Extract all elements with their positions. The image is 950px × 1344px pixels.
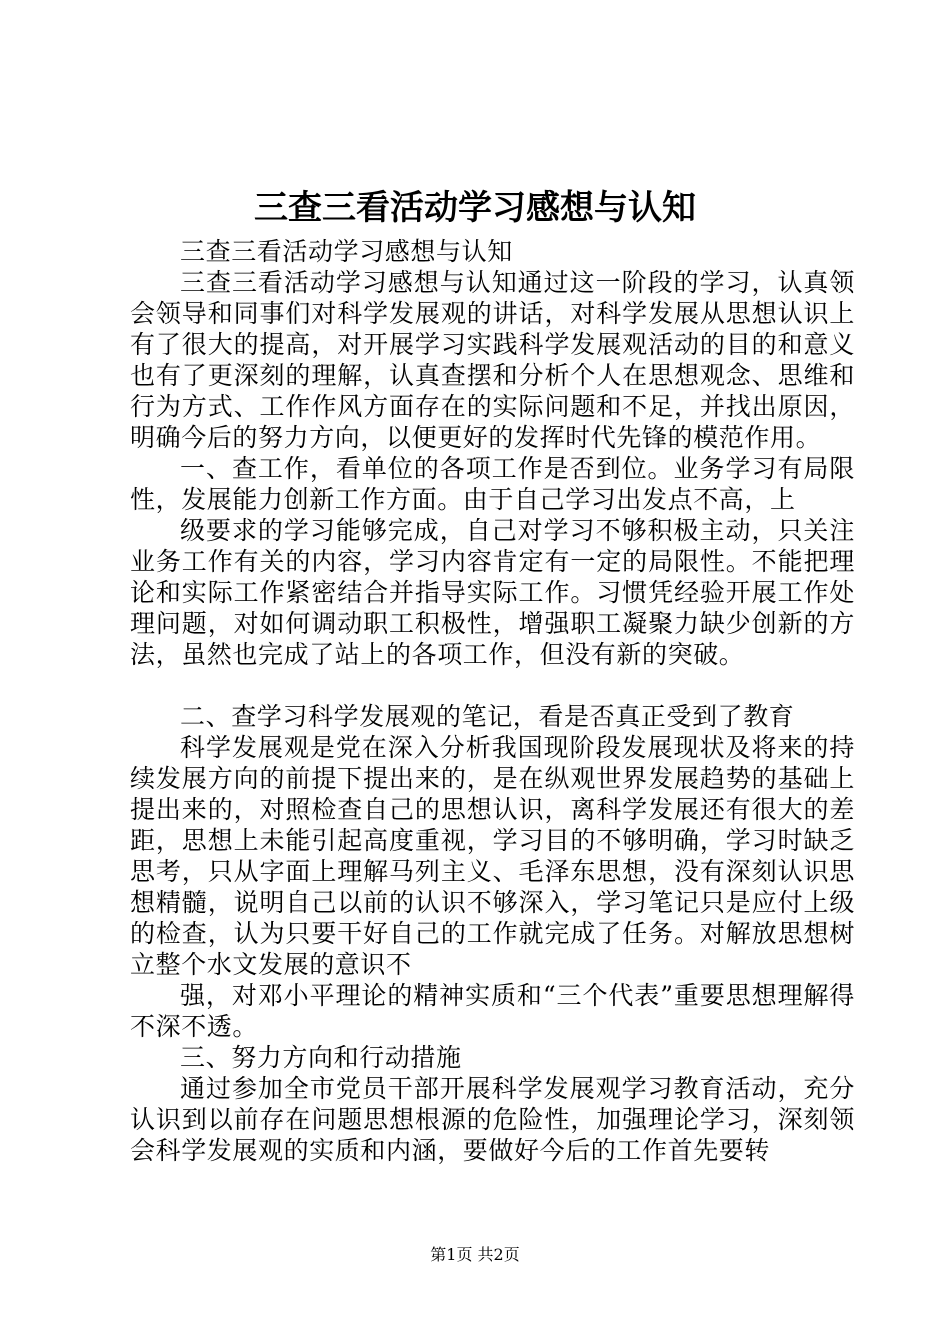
paragraph-section-three-heading: 三、努力方向和行动措施	[180, 1043, 462, 1072]
paragraph-section-three-body: 通过参加全市党员干部开展科学发展观学习教育活动，充分认识到以前存在问题思想根源的危险性，加强理论学习，深刻领会科学发展观的实质和内涵，要做好今后的工作首先要转	[130, 1074, 855, 1165]
paragraph-subtitle: 三查三看活动学习感想与认知	[180, 237, 513, 266]
paragraph-section-one: 一、查工作，看单位的各项工作是否到位。业务学习有局限性，发展能力创新工作方面。由于自己学习出发点不高，上	[130, 454, 855, 514]
paragraph-section-one-continued: 级要求的学习能够完成，自己对学习不够积极主动，只关注业务工作有关的内容，学习内容肯定有一定的局限性。不能把理论和实际工作紧密结合并指导实际工作。习惯凭经验开展工作处理问题，对如何调动职工积极性，增强职工凝聚力缺少创新的方法，虽然也完成了站上的各项工作，但没有新的突破。	[130, 516, 855, 669]
paragraph-section-two-body: 科学发展观是党在深入分析我国现阶段发展现状及将来的持续发展方向的前提下提出来的，是在纵观世界发展趋势的基础上提出来的，对照检查自己的思想认识，离科学发展还有很大的差距，思想上未能引起高度重视，学习目的不够明确，学习时缺乏思考，只从字面上理解马列主义、毛泽东思想，没有深刻认识思想精髓，说明自己以前的认识不够深入，学习笔记只是应付上级的检查，认为只要干好自己的工作就完成了任务。对解放思想树立整个水文发展的意识不	[130, 733, 855, 979]
paragraph-section-two-continued: 强，对邓小平理论的精神实质和“三个代表”重要思想理解得不深不透。	[130, 981, 855, 1041]
paragraph-section-two-heading: 二、查学习科学发展观的笔记，看是否真正受到了教育	[180, 702, 795, 731]
page-title: 三查三看活动学习感想与认知	[254, 188, 696, 228]
document-body	[130, 236, 855, 1166]
paragraph-intro: 三查三看活动学习感想与认知通过这一阶段的学习，认真领会领导和同事们对科学发展观的讲话，对科学发展从思想认识上有了很大的提高，对开展学习实践科学发展观活动的目的和意义也有了更深刻的理解，认真查摆和分析个人在思想观念、思维和行为方式、工作作风方面存在的实际问题和不足，并找出原因，明确今后的努力方向，以便更好的发挥时代先锋的模范作用。	[130, 268, 855, 452]
page-footer: 第1页 共2页	[430, 1245, 520, 1264]
